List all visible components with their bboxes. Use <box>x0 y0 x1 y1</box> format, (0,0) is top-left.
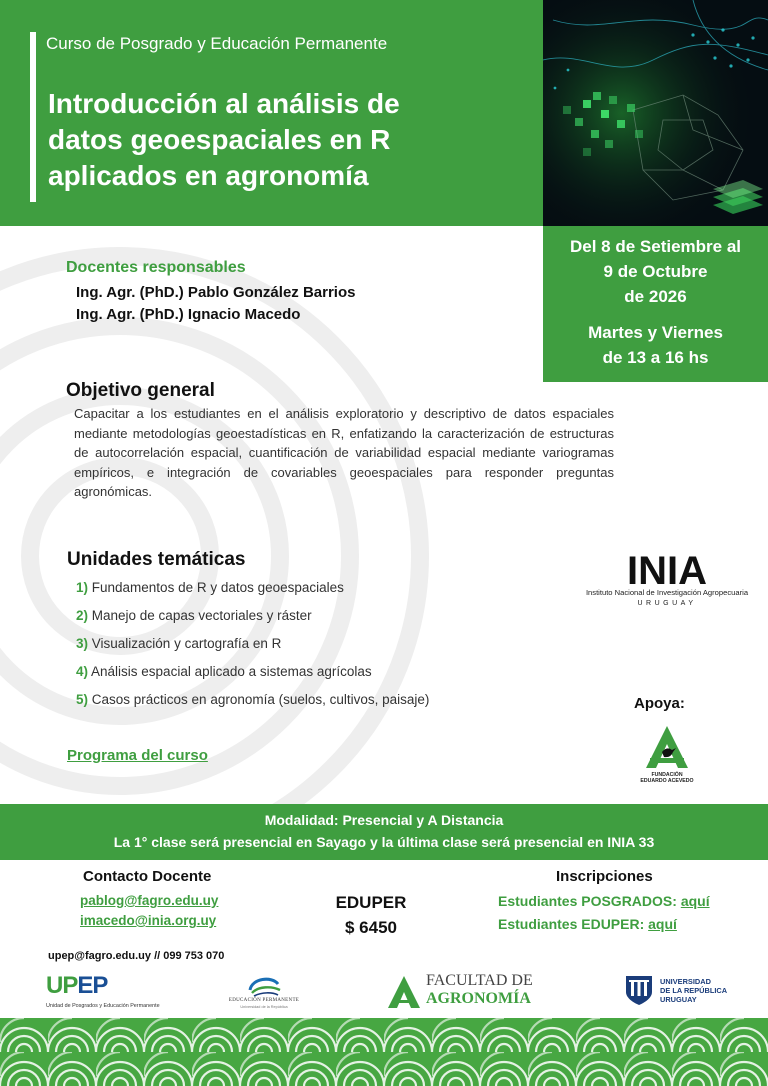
unit-number: 3) <box>76 636 89 651</box>
class-days <box>543 320 768 370</box>
footer-pattern-band <box>0 1018 768 1086</box>
facultad-agronomia-logo <box>386 972 546 1012</box>
upep-wordmark <box>46 972 107 1000</box>
udelar-line: URUGUAY <box>660 995 697 1004</box>
date-line: de 2026 <box>624 287 687 306</box>
program-link[interactable]: Programa del curso <box>67 747 208 764</box>
udelar-line: UNIVERSIDAD <box>660 977 711 986</box>
inia-caption: Instituto Nacional de Investigación Agropecuaria <box>585 588 749 597</box>
educacion-permanente-subtitle: Universidad de la República <box>240 1005 288 1009</box>
modalidad-detail: La 1° clase será presencial en Sayago y la última clase será presencial en INIA 33 <box>113 834 655 850</box>
institutional-logos <box>0 968 768 1018</box>
fea-mark <box>636 722 698 772</box>
modalidad-line: Modalidad: Presencial y A Distancia <box>264 812 504 828</box>
unit-item <box>76 636 281 651</box>
email-link-pablog[interactable]: pablog@fagro.edu.uy <box>80 893 219 908</box>
fea-caption-line: FUNDACIÓN <box>651 772 683 778</box>
header-accent-bar <box>30 32 36 202</box>
unit-number: 1) <box>76 580 89 595</box>
upep-caption: Unidad de Posgrados y Educación Permanente <box>46 1003 160 1009</box>
course-title-line: Introducción al análisis de <box>48 88 400 119</box>
apoya-label: Apoya: <box>634 695 685 712</box>
inscripcion-eduper <box>498 916 677 932</box>
teacher-name: Ing. Agr. (PhD.) Ignacio Macedo <box>76 306 301 323</box>
fagro-line1: FACULTAD DE <box>426 972 533 989</box>
unit-text: Casos prácticos en agronomía (suelos, cultivos, paisaje) <box>88 692 430 707</box>
eduper-amount: $ 6450 <box>345 918 397 937</box>
unit-number: 5) <box>76 692 89 707</box>
educacion-permanente-mark <box>228 972 300 998</box>
teacher-name: Ing. Agr. (PhD.) Pablo González Barrios <box>76 284 356 301</box>
unit-text: Análisis espacial aplicado a sistemas agrícolas <box>88 664 372 679</box>
inscripciones-heading: Inscripciones <box>556 868 653 885</box>
contacto-heading: Contacto Docente <box>83 868 212 885</box>
unit-text: Fundamentos de R y datos geoespaciales <box>88 580 344 595</box>
inscripcion-label: Estudiantes POSGRADOS: <box>498 893 681 909</box>
modalidad-band <box>0 804 768 860</box>
header-subtitle: Curso de Posgrado y Educación Permanente <box>46 34 388 53</box>
fagro-line2: AGRONOMÍA <box>426 990 531 1007</box>
fea-caption <box>636 772 698 784</box>
udelar-line: DE LA REPÚBLICA <box>660 986 728 995</box>
unit-item <box>76 580 344 595</box>
course-title <box>48 86 528 194</box>
educacion-permanente-title: EDUCACIÓN PERMANENTE <box>228 998 300 1003</box>
unit-text: Manejo de capas vectoriales y ráster <box>88 608 312 623</box>
udelar-shield-icon <box>624 974 654 1006</box>
inscripcion-label: Estudiantes EDUPER: <box>498 916 649 932</box>
course-title-line: datos geoespaciales en R <box>48 124 391 155</box>
inia-country: URUGUAY <box>637 600 697 607</box>
email-link-imacedo[interactable]: imacedo@inia.org.uy <box>80 913 217 928</box>
docentes-heading: Docentes responsables <box>66 259 246 276</box>
inscripcion-eduper-link[interactable]: aquí <box>648 916 677 932</box>
inia-logo-mark <box>574 548 760 588</box>
eduper-label: EDUPER <box>335 893 407 912</box>
course-header <box>0 0 543 226</box>
unit-item <box>76 608 312 623</box>
inscripcion-posgrados <box>498 893 710 909</box>
fea-caption-line: EDUARDO ACEVEDO <box>640 778 694 784</box>
upep-contact-info: upep@fagro.edu.uy // 099 753 070 <box>48 950 225 962</box>
udelar-logo <box>622 974 732 1010</box>
inia-wordmark: INIA <box>627 549 707 588</box>
unit-item <box>76 664 372 679</box>
inscripcion-posgrados-link[interactable]: aquí <box>680 893 710 909</box>
upep-wordmark-ep: EP <box>77 972 108 999</box>
hero-illustration <box>543 0 768 226</box>
unidades-heading: Unidades temáticas <box>67 549 246 570</box>
footer-pattern <box>0 1018 768 1086</box>
geospatial-hero-image <box>543 0 768 226</box>
educacion-permanente-logo <box>228 972 300 1014</box>
schedule-box <box>543 226 768 382</box>
fagro-mark <box>386 974 422 1010</box>
days-line: de 13 a 16 hs <box>602 348 709 367</box>
course-title-line: aplicados en agronomía <box>48 160 369 191</box>
days-line: Martes y Viernes <box>588 323 723 342</box>
eduper-price <box>316 890 426 940</box>
objetivo-text: Capacitar a los estudiantes en el análisis exploratorio y descriptivo de datos espaciales mediante metodologías geoestadísticas en R, enfatizando la caracterización de estructuras de autocorrelación espacial, cuantificación de variabilidad espacial mediante variogramas empíricos, e integración de covariables geoespaciales para responder preguntas agronómicas. <box>74 406 614 500</box>
unit-text: Visualización y cartografía en R <box>88 636 282 651</box>
date-line: Del 8 de Setiembre al <box>569 237 742 256</box>
date-line: 9 de Octubre <box>603 262 708 281</box>
unit-number: 4) <box>76 664 89 679</box>
inia-logo <box>574 548 760 614</box>
unit-item <box>76 692 429 707</box>
upep-wordmark-up: UP <box>46 972 78 999</box>
date-range <box>543 234 768 309</box>
fundacion-eduardo-acevedo-logo <box>636 722 698 786</box>
udelar-text <box>660 977 727 1004</box>
unit-number: 2) <box>76 608 89 623</box>
objetivo-heading: Objetivo general <box>66 380 215 401</box>
upep-logo <box>46 972 160 1014</box>
